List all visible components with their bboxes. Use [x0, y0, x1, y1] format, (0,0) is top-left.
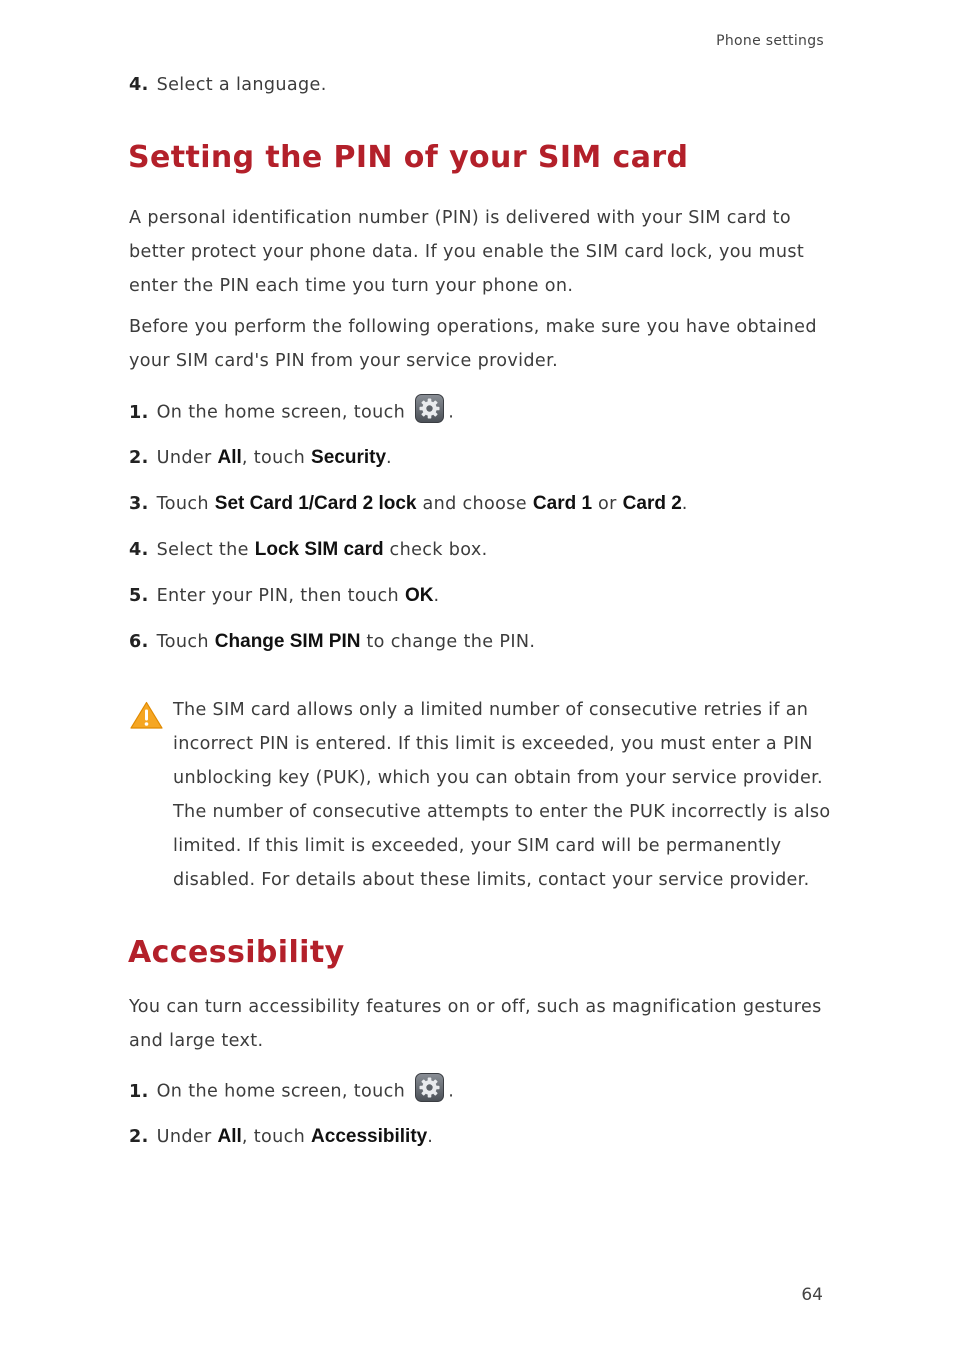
- section-title-accessibility: Accessibility: [128, 935, 345, 970]
- page-number: 64: [801, 1285, 823, 1305]
- pin-step-1: 1. On the home screen, touch .: [129, 402, 454, 423]
- accessibility-step-2: 2. Under All, touch Accessibility.: [129, 1126, 434, 1147]
- pin-step-3: 3. Touch Set Card 1/Card 2 lock and choose Card 1 or Card 2.: [129, 493, 688, 514]
- pin-step-4: 4. Select the Lock SIM card check box.: [129, 539, 488, 560]
- settings-gear-icon: [415, 1073, 444, 1102]
- settings-gear-icon: [415, 394, 444, 423]
- warning-note: The SIM card allows only a limited number of consecutive retries if an incorrect PIN is entered. If this limit is exceeded, you must enter a PIN unblocking key (PUK), which you can obtain from your service provider. The number of consecutive attempts to enter the PUK incorrectly is also limited. If this limit is exceeded, your SIM card will be permanently disabled. For details about these limits, contact your service provider.: [173, 700, 831, 890]
- step-select-language: 4. Select a language.: [129, 75, 327, 95]
- pin-intro-paragraph: A personal identification number (PIN) is delivered with your SIM card to better protect your phone data. If you enable the SIM card lock, you must enter the PIN each time you turn your phone on.: [129, 208, 805, 297]
- section-title-sim-pin: Setting the PIN of your SIM card: [128, 140, 689, 175]
- pin-prereq-paragraph: Before you perform the following operations, make sure you have obtained your SIM card's PIN from your service provider.: [129, 317, 817, 372]
- running-header: Phone settings: [716, 33, 824, 49]
- accessibility-step-1: 1. On the home screen, touch .: [129, 1081, 454, 1102]
- warning-triangle-icon: [130, 701, 163, 729]
- pin-step-5: 5. Enter your PIN, then touch OK.: [129, 585, 440, 606]
- pin-step-2: 2. Under All, touch Security.: [129, 447, 392, 468]
- accessibility-paragraph: You can turn accessibility features on or off, such as magnification gestures and large text.: [129, 997, 822, 1052]
- pin-step-6: 6. Touch Change SIM PIN to change the PIN.: [129, 631, 536, 652]
